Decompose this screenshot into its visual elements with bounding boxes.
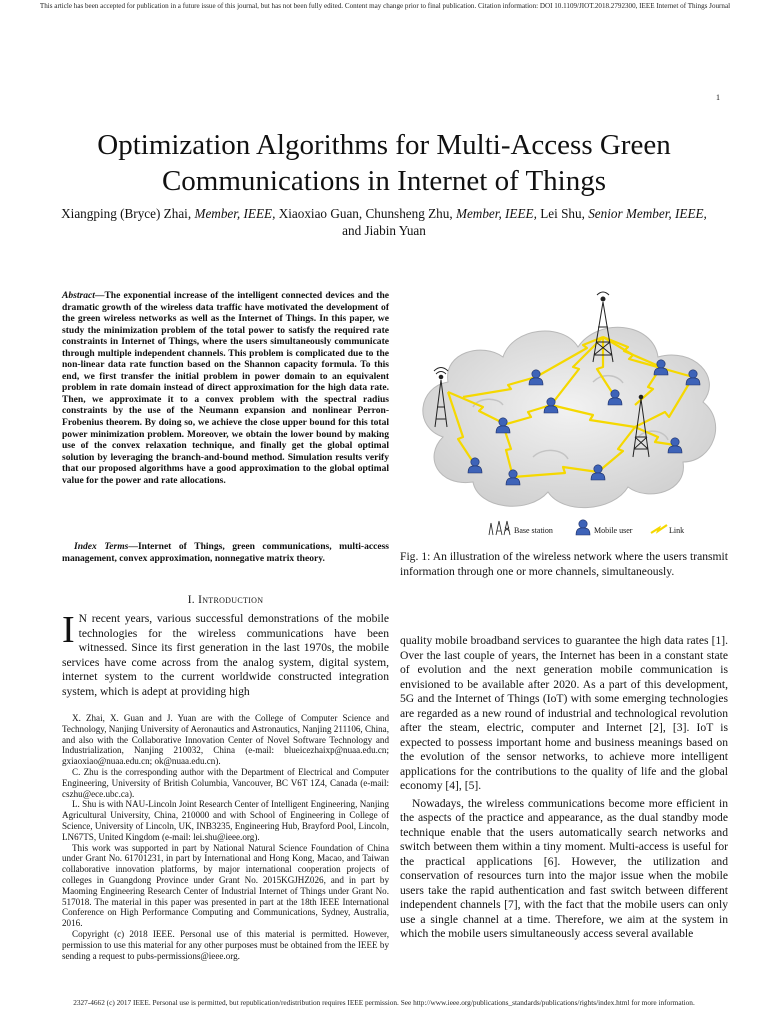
footnote-copyright: Copyright (c) 2018 IEEE. Personal use of this material is permitted. However, permission to use this material for any other purposes must be obtained from the IEEE by sending a request to pubs-permissions@ieee.org.	[62, 928, 389, 961]
abstract-text: —The exponential increase of the intelligent connected devices and the dramatic growth of the wireless data traffic have motivated the development of the green wireless networks as well as the Internet of Things. In this paper, we study the minimization problem of the total power to satisfy the required rate constraints in Internet of Things, where the users simultaneously communicate through multiple independent channels. This problem is complicated due to the non-linear data rate function based on the Shannon capacity formula. To this end, we first transfer the initial problem in power domain to an equivalent problem in rate domain instead of direct approximation for the high data rate. Then, we approximate it to a convex problem with the spectral radius constraints by the use of the Neumann expansion and nonlinear Perron-Frobenius theorem. By doing so, we achieve the close upper bound for this total power minimization problem. Moreover, we obtain the lower bound by making use of the convex relaxation technique, and finally get the global optimal solution by leveraging the branch-and-bound method. Simulation results verify that our proposed algorithms have a good approximation to the global optimal value for the power and rate allocations.	[62, 290, 389, 486]
abstract	[62, 290, 389, 486]
right-column-body	[400, 634, 728, 942]
section-number: I.	[187, 594, 195, 606]
legend-user-label: Mobile user	[594, 526, 633, 535]
figure-legend	[489, 520, 684, 535]
intro-paragraph	[62, 609, 389, 699]
drop-cap: I	[62, 609, 75, 651]
index-terms-label: Index Terms	[74, 541, 129, 552]
section-heading	[62, 594, 389, 606]
author-5: and Jiabin Yuan	[342, 223, 426, 238]
legend-base-station-label: Base station	[514, 526, 553, 535]
legend-base-station-icon	[489, 521, 510, 535]
cloud-shape	[423, 327, 716, 507]
author-1: Xiangping (Bryce) Zhai,	[61, 206, 192, 221]
author-list	[60, 205, 708, 239]
author-4-role: Senior Member, IEEE,	[588, 206, 707, 221]
legend-link-icon	[651, 525, 667, 533]
page-number: 1	[716, 93, 720, 102]
author-1-role: Member, IEEE,	[194, 206, 276, 221]
publication-banner: This article has been accepted for publication in a future issue of this journal, but has not been fully edited. Content may change prior to final publication. Citation information: DOI 10.1109/JIOT.2018.2792300, IEEE Internet of Things Journal	[39, 2, 731, 10]
intro-text: N recent years, various successful demonstrations of the mobile technologies for the wireless communications have been witnessed. Since its first generation in the last 1970s, the mobile services have come across from the analog system, digital system, internet system to the current worldwide constructed integration system, which is adept at providing high	[62, 612, 389, 698]
footnote-funding: This work was supported in part by National Natural Science Foundation of China under Grant No. 61701231, in part by International and Hong Kong, Macao, and Taiwan collaborative innovation platforms, by major international cooperation projects of colleges in Guangdong Province under Grant No. 2015KGJHZ026, and in part by Maoming Engineering Research Center of Industrial Internet of Things under Grant No. 517018. The material in this paper was presented in part at the 18th IEEE International Conference on High Performance Computing and Communications, Sydney, Australia, 2016.	[62, 842, 389, 929]
abstract-label: Abstract	[62, 290, 95, 301]
figure-1	[403, 287, 728, 542]
body-paragraph-2: Nowadays, the wireless communications become more efficient in the aspects of the practice and appearance, as the dual standby mode technique enable that the users automatically search networks and switch between them within a tiny moment. Multi-access is useful for the practical applications [6]. However, the utilization and conservation of resources turn into the major issue when the mobile users take the rapid authentication and fast switch between different independent channels [7], with the fact that the mobile users can only use a single channel at a time. Therefore, we aim at the system in which the mobile users simultaneously access several available	[400, 796, 728, 940]
author-3-role: Member, IEEE,	[455, 206, 537, 221]
footnote-affiliation-1: X. Zhai, X. Guan and J. Yuan are with the College of Computer Science and Technology, Nanjing University of Aeronautics and Astronautics, Nanjing 211106, China, and also with the Collaborative Innovation Center of Novel Software Technology and Industrialization, Nanjing 210032, China (e-mail: blueicezhaixp@nuaa.edu.cn; gxiaoxiao@nuaa.edu.cn; ok@nuaa.edu.cn).	[62, 713, 389, 767]
body-paragraph-1: quality mobile broadband services to guarantee the high data rates [1]. Over the last couple of years, the Internet has been in a constant state of evolution and the next generation mobile communication is envisioned to be available after 2020. As a part of this development, 5G and the Internet of Things (IoT) with some emerging technologies are regarded as a new round of industrial and technological revolution after the steam, electric, computer and Internet [2], [3]. IoT is expected to possess important home and business meanings based on the evolution of the sensor networks, to achieve more intelligent applications for the contributions to the quality of life and the global economy [4], [5].	[400, 634, 728, 792]
copyright-footer: 2327-4662 (c) 2017 IEEE. Personal use is permitted, but republication/redistribution requires IEEE permission. See http://www.ieee.org/publications_standards/publications/rights/index.html for more information.	[73, 998, 695, 1007]
paper-title: Optimization Algorithms for Multi-Access Green Communications in Internet of Things	[97, 129, 671, 197]
section-title: Introduction	[198, 594, 264, 606]
footnote-affiliation-3: L. Shu is with NAU-Lincoln Joint Research Center of Intelligent Engineering, Nanjing Agricultural University, China, 210000 and with School of Engineering in College of Science, University of Lincoln, UK, INB3235, Engineering Hub, Brayford Pool, Lincoln, LN67TS, United Kingdom (e-mail: lei.shu@ieee.org).	[62, 799, 389, 842]
author-4: Lei Shu,	[540, 206, 585, 221]
footnotes	[62, 713, 389, 961]
legend-link-label: Link	[669, 526, 685, 535]
index-terms-text: —Internet of Things, green communications, multi-access management, convex approximation, nonnegative matrix theory.	[62, 541, 390, 564]
footnote-affiliation-2: C. Zhu is the corresponding author with the Department of Electrical and Computer Engineering, University of British Columbia, Vancouver, BC V6T 1Z4, Canada (e-mail: cszhu@ece.ubc.ca).	[62, 766, 389, 799]
legend-user-icon	[576, 520, 590, 535]
network-illustration	[403, 287, 728, 542]
index-terms	[62, 541, 389, 564]
figure-caption: Fig. 1: An illustration of the wireless network where the users transmit information through one or more channels, simultaneously.	[400, 550, 728, 578]
author-2-3: Xiaoxiao Guan, Chunsheng Zhu,	[278, 206, 453, 221]
